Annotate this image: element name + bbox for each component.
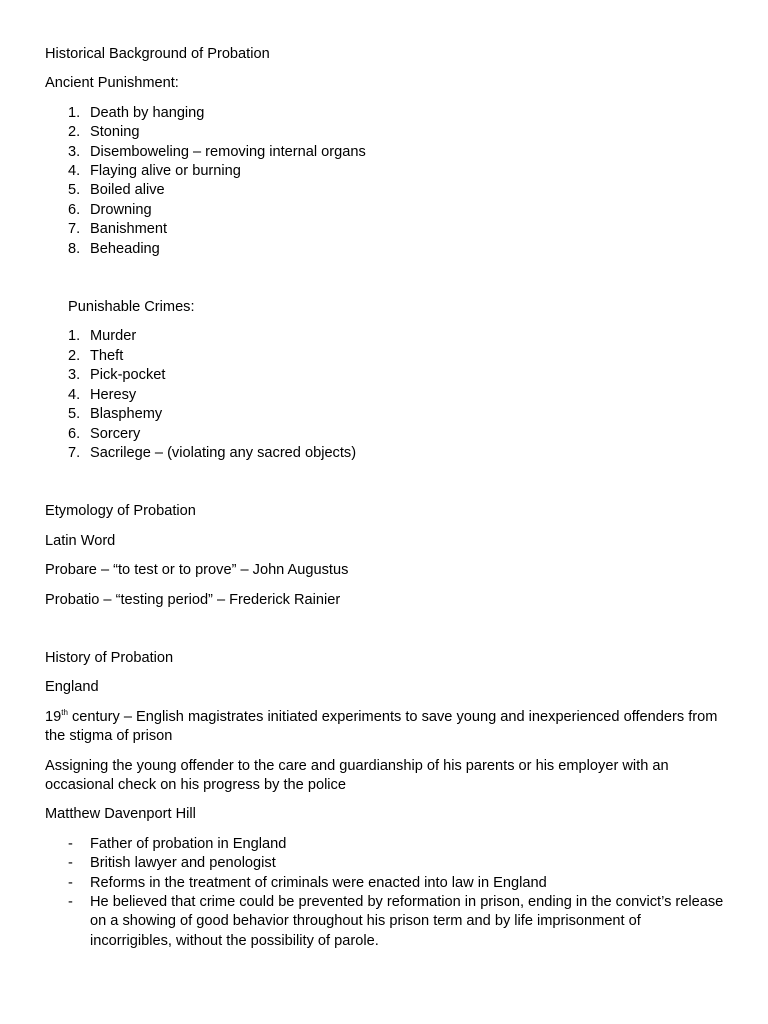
- list-item-text: Theft: [90, 347, 124, 364]
- blank-line: [45, 463, 725, 502]
- list-item-text: Boiled alive: [90, 182, 165, 199]
- list-item-text: Stoning: [90, 124, 140, 141]
- blank-line: [45, 620, 725, 649]
- list-item: [45, 366, 725, 385]
- list-item: [45, 181, 725, 200]
- list-item-text: Death by hanging: [90, 104, 205, 121]
- list-item: [45, 854, 725, 873]
- list-item-text: Pick-pocket: [90, 367, 166, 384]
- list-item: [45, 123, 725, 142]
- list-item-text: Reforms in the treatment of criminals were enacted into law in England: [90, 874, 547, 891]
- bullet-dash: -: [68, 835, 73, 852]
- list-number: 1.: [68, 104, 81, 121]
- punishable-crimes-heading: Punishable Crimes:: [68, 299, 195, 316]
- list-number: 7.: [68, 444, 81, 461]
- latin-word-line: Latin Word: [45, 532, 116, 549]
- list-item-text: Beheading: [90, 240, 160, 257]
- list-item: [45, 201, 725, 220]
- document-title: Historical Background of Probation: [45, 46, 270, 62]
- list-item: [45, 425, 725, 444]
- list-item: [45, 893, 725, 951]
- list-number: 3.: [68, 143, 81, 160]
- probare-line: Probare – “to test or to prove” – John Augustus: [45, 562, 349, 579]
- list-item: [45, 347, 725, 366]
- century-number: 19: [45, 708, 62, 725]
- list-number: 6.: [68, 201, 81, 218]
- list-item: [45, 835, 725, 854]
- punishable-crimes-list: [45, 327, 725, 463]
- document-page: [45, 45, 725, 951]
- list-item: [45, 162, 725, 181]
- list-item-text: Sorcery: [90, 425, 141, 442]
- list-item-text: Banishment: [90, 221, 168, 238]
- list-item-text: Flaying alive or burning: [90, 163, 241, 180]
- list-number: 6.: [68, 425, 81, 442]
- list-number: 4.: [68, 163, 81, 180]
- list-number: 3.: [68, 367, 81, 384]
- list-item: [45, 444, 725, 463]
- list-item: [45, 327, 725, 346]
- list-item: [45, 143, 725, 162]
- bullet-dash: -: [68, 874, 73, 891]
- century-text: century – English magistrates initiated experiments to save young and inexperienced offenders from the stigma of prison: [45, 708, 718, 745]
- etymology-heading: Etymology of Probation: [45, 503, 196, 520]
- nineteenth-century-paragraph: [45, 708, 725, 747]
- history-heading: History of Probation: [45, 649, 174, 666]
- list-item-text: British lawyer and penologist: [90, 855, 276, 872]
- list-item-text: Heresy: [90, 386, 137, 403]
- list-item-text: Blasphemy: [90, 406, 163, 423]
- list-item: [45, 874, 725, 893]
- list-number: 5.: [68, 182, 81, 199]
- bullet-dash: -: [68, 894, 73, 910]
- list-number: 7.: [68, 221, 81, 238]
- blank-line: [45, 259, 725, 298]
- list-item-text: Father of probation in England: [90, 835, 287, 852]
- list-item-text: He believed that crime could be prevented by reformation in prison, ending in the convict’s release on a showing of good behavior throughout his prison term and by life imprisonment of incorrigibles, without the possibility of parole.: [90, 894, 724, 949]
- list-item: [45, 220, 725, 239]
- list-item-text: Drowning: [90, 201, 152, 218]
- bullet-dash: -: [68, 855, 73, 872]
- list-item: [45, 405, 725, 424]
- person-facts-list: [45, 835, 725, 951]
- list-item: [45, 104, 725, 123]
- list-number: 4.: [68, 386, 81, 403]
- list-number: 2.: [68, 124, 81, 141]
- list-number: 8.: [68, 240, 81, 257]
- ancient-punishment-list: [45, 104, 725, 259]
- list-item-text: Murder: [90, 328, 137, 345]
- list-item-text: Disemboweling – removing internal organs: [90, 143, 366, 160]
- list-item: [45, 240, 725, 259]
- list-number: 5.: [68, 406, 81, 423]
- england-line: England: [45, 679, 99, 696]
- century-suffix: th: [61, 707, 68, 717]
- probatio-line: Probatio – “testing period” – Frederick Rainier: [45, 591, 341, 608]
- list-item-text: Sacrilege – (violating any sacred objects): [90, 444, 357, 461]
- assigning-paragraph: Assigning the young offender to the care and guardianship of his parents or his employer with an occasional check on his progress by the police: [45, 757, 669, 793]
- ancient-punishment-heading: Ancient Punishment:: [45, 75, 179, 92]
- person-name: Matthew Davenport Hill: [45, 806, 196, 823]
- list-item: [45, 386, 725, 405]
- list-number: 2.: [68, 347, 81, 364]
- list-number: 1.: [68, 328, 81, 345]
